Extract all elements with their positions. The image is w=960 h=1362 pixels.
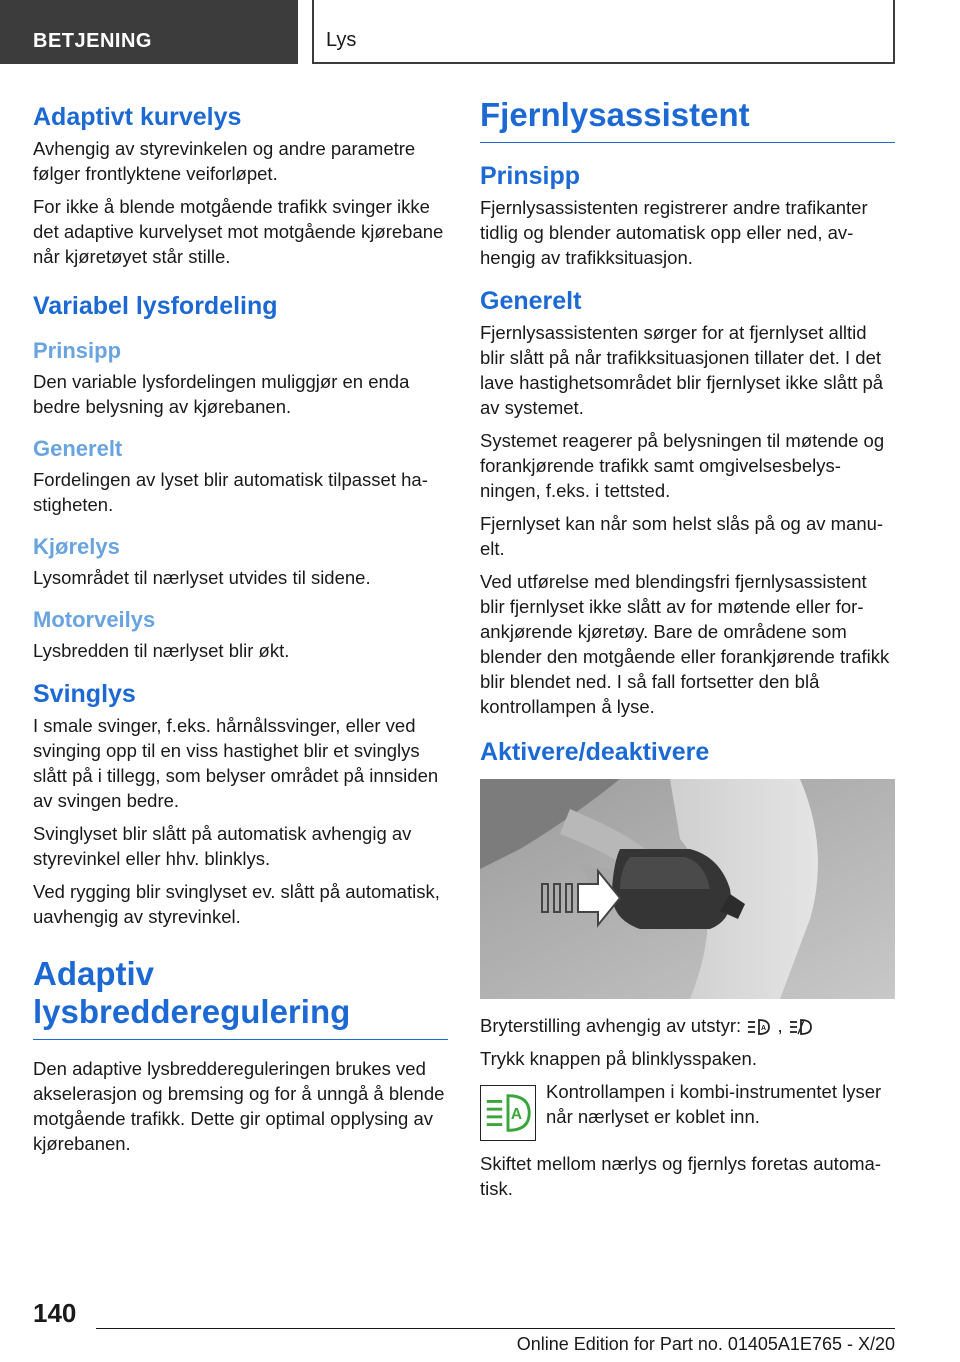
paragraph: Ved rygging blir svinglyset ev. slått på automatisk, uavhengig av styrevinkel. <box>33 881 440 927</box>
paragraph: Lysbredden til nærlyset blir økt. <box>33 640 290 661</box>
paragraph: Ved utførelse med blendingsfri fjernlysassistent blir fjernlyset ikke slått av for møtende eller forankjørende kjøretøy. Bare de områdene som blender den motgående eller forankjørende trafikk blir blendet ned. I så fall fortsetter den blå kontrollampen å lyse. <box>480 571 890 717</box>
switch-position-label: Bryterstilling avhengig av utstyr: <box>480 1015 742 1036</box>
paragraph: Den variable lysfordelingen muliggjør en enda bedre belysning av kjørebanen. <box>33 371 410 417</box>
paragraph: Systemet reagerer på belysningen til møtende og forankjørende trafikk samt omgivelsesbelysningen, f.eks. i tettsted. <box>480 430 885 501</box>
paragraph: Fjernlyset kan når som helst slås på og av manuelt. <box>480 513 884 559</box>
paragraph: Trykk knappen på blinklysspaken. <box>480 1048 757 1069</box>
high-beam-assistant-icon <box>746 1017 772 1037</box>
paragraph: Den adaptive lysbreddereguleringen brukes ved akselerasjon og bremsing og for å unngå å blende motgående trafikk. Dette gir optimal opplysing av kjørebanen. <box>33 1058 445 1154</box>
paragraph: For ikke å blende motgående trafikk svinger ikke det adaptive kurvelyset mot motgående kjørebane når kjøretøyet står stille. <box>33 196 444 267</box>
paragraph: Avhengig av styrevinkelen og andre parametre følger frontlyktene veiforløpet. <box>33 138 416 184</box>
paragraph: Skiftet mellom nærlys og fjernlys foretas automatisk. <box>480 1153 881 1199</box>
heading-general: Generelt <box>33 436 123 461</box>
paragraph: Fordelingen av lyset blir automatisk tilpasset hastigheten. <box>33 469 428 515</box>
heading-driving-light: Kjørelys <box>33 534 120 559</box>
header-section-tab <box>0 0 298 64</box>
heading-high-beam-assistant: Fjernlysassistent <box>480 96 895 143</box>
heading-cornering-light: Svinglys <box>33 680 136 708</box>
paragraph: Fjernlysassistenten sørger for at fjernlyset alltid blir slått på når trafikksituasjonen tillater det. I det lave hastighetsområdet blir fjernlyset ikke slått på av systemet. <box>480 322 884 418</box>
svg-text:A: A <box>510 1105 523 1123</box>
paragraph: Kontrollampen i kombi-instrumentet lyser når nærlyset er koblet inn. <box>546 1081 882 1127</box>
glare-free-high-beam-icon <box>788 1017 814 1037</box>
left-column <box>33 96 448 1164</box>
switch-position-line <box>480 1013 895 1038</box>
paragraph: Lysområdet til nærlyset utvides til sidene. <box>33 567 371 588</box>
high-beam-assistant-indicator-icon <box>480 1085 536 1141</box>
paragraph: Fjernlysassistenten registrerer andre trafikanter tidlig og blender automatisk opp eller ned, avhengig av trafikksituasjon. <box>480 197 868 268</box>
paragraph: Svinglyset blir slått på automatisk avhengig av styrevinkel eller hhv. blinklys. <box>33 823 412 869</box>
header-chapter-label: Lys <box>326 29 357 51</box>
heading-activate-deactivate: Aktivere/deaktivere <box>480 738 710 766</box>
footer-edition: Online Edition for Part no. 01405A1E765 - X/20 <box>516 1334 895 1354</box>
svg-text:A: A <box>761 1025 767 1033</box>
heading-variable-light: Variabel lysfordeling <box>33 292 278 320</box>
heading-adaptive-curve: Adaptivt kurvelys <box>33 103 242 131</box>
footer-divider <box>96 1328 895 1329</box>
right-column <box>480 96 895 1209</box>
paragraph: I smale svinger, f.eks. hårnålssvinger, eller ved svinging opp til en viss hastighet blir et svinglys slått på i tillegg, som belyser området på innsiden av svingen bedre. <box>33 715 439 811</box>
switch-separator: , <box>777 1015 783 1036</box>
header-chapter-box <box>312 0 895 64</box>
heading-adaptive-range <box>33 955 448 1040</box>
heading-principle: Prinsipp <box>33 338 122 363</box>
heading-motorway-light: Motorveilys <box>33 607 156 632</box>
heading-general: Generelt <box>480 287 582 315</box>
heading-adaptive-range-line1: Adaptiv <box>33 955 155 992</box>
heading-principle: Prinsipp <box>480 162 581 190</box>
page-number: 140 <box>33 1298 77 1328</box>
heading-adaptive-range-line2: lysbredderegulering <box>33 993 351 1030</box>
indicator-row <box>480 1079 895 1141</box>
header-section-label: BETJENING <box>33 30 152 52</box>
turn-signal-lever-photo <box>480 779 895 999</box>
